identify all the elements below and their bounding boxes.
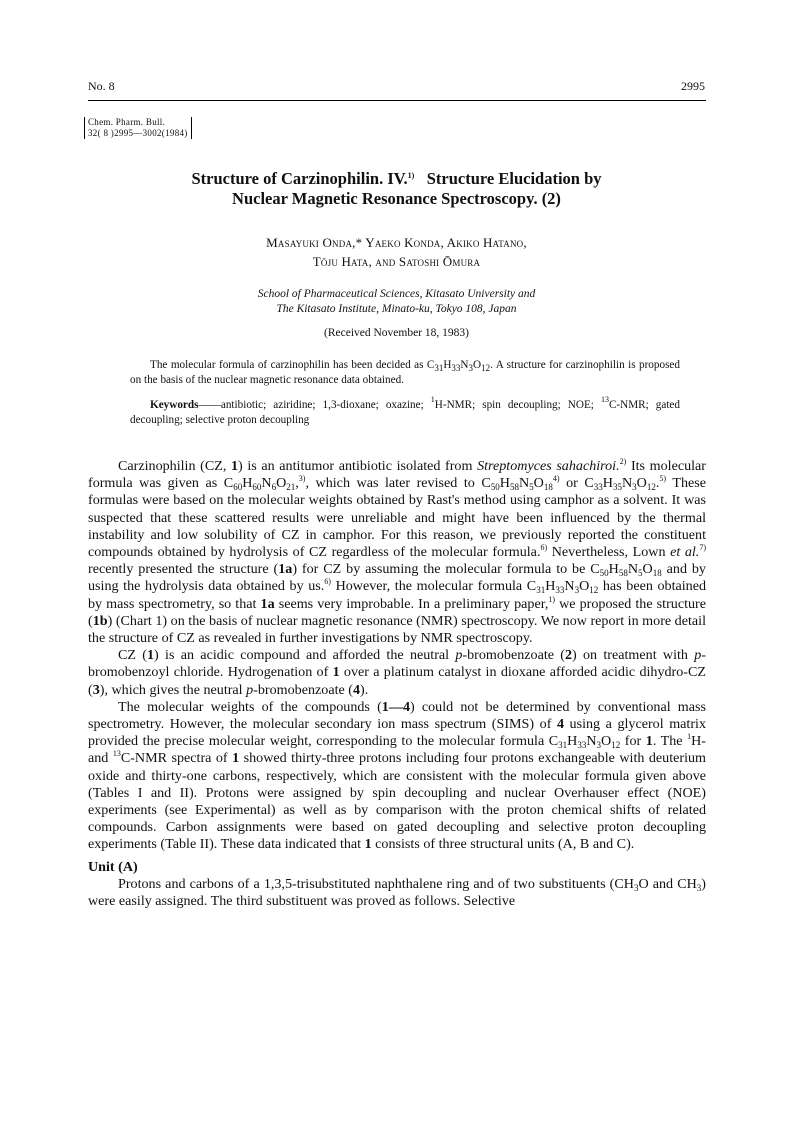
page-number: 2995 bbox=[681, 79, 705, 93]
paragraph-introduction: Carzinophilin (CZ, 1) is an antitumor antibiotic isolated from Streptomyces sahachiroi.$^{2)}$ Its molecular formula was given as $C_{60}H_{60}N_6O_{21},^{3)}$, which was later revised to $C_{50}H_{58}N_5O_{18}^{4)}$ or $C_{33}H_{35}N_3O_{12}.^{5)}$ These formulas were based on the molecular weights obtained by Rast's method using camphor as a solvent. It was suspected that these scattered results were unreliable and might have been influenced by the thermal instability and low solubility of CZ in camphor. For this reason, we previously reported the constituent compounds obtained by hydrolysis of CZ regardless of the molecular formula.$^{6)}$ Nevertheless, Lown et al.$^{7)}$ recently presented the structure (1a) for CZ by assuming the molecular formula to be $C_{50}H_{58}N_5O_{18}$ and by using the hydrolysis data obtained by us.$^{6)}$ However, the molecular formula $C_{31}H_{33}N_3O_{12}$ has been obtained by mass spectrometry, so that 1a seems very improbable. In a preliminary paper,$^{1)}$ we proposed the structure (1b) (Chart 1) on the basis of nuclear magnetic resonance (NMR) spectroscopy. We now report in more detail the structure of CZ as revealed in further investigations by NMR spectroscopy. bbox=[88, 457, 707, 647]
citation-journal: Chem. Pharm. Bull. bbox=[88, 117, 166, 127]
paragraph-derivatives: CZ (1) is an acidic compound and afforded the neutral p-bromobenzoate (2) on treatment with p-bromobenzoyl chloride. Hydrogenation of 1 over a platinum catalyst in dioxane afforded acidic dihydro-CZ (3), which gives the neutral p-bromobenzoate (4). bbox=[88, 647, 706, 698]
keywords: Keywords——antibiotic; aziridine; 1,3-dioxane; oxazine; $^1$H-NMR; spin decoupling; NOE; $^{13}$C-NMR; gated decoupling; selective proton decoupling bbox=[130, 395, 680, 426]
paragraph-unit-a: Protons and carbons of a 1,3,5-trisubstituted naphthalene ring and of two substituents ($CH_3O$ and $CH_3$) were easily assigned. The third substituent was proved as follows. Selective bbox=[88, 875, 706, 910]
article-body bbox=[88, 458, 706, 910]
abstract: The molecular formula of carzinophilin has been decided as $C_{31}H_{33}N_3O_{12}$. A structure for carzinophilin is proposed on the basis of the nuclear magnetic resonance data obtained. bbox=[130, 359, 680, 386]
received-date: (Received November 18, 1983) bbox=[324, 327, 469, 339]
header-rule bbox=[88, 100, 706, 101]
section-heading-unit-a: Unit (A) bbox=[88, 858, 138, 875]
affiliation: School of Pharmaceutical Sciences, Kitasato University and The Kitasato Institute, Minato-ku, Tokyo 108, Japan bbox=[257, 288, 536, 315]
paragraph-molecular-weight: The molecular weights of the compounds (1—4) could not be determined by conventional mass spectrometry. However, the molecular secondary ion mass spectrum (SIMS) of 4 using a glycerol matrix provided the precise molecular weight, corresponding to the molecular formula $C_{31}H_{33}N_3O_{12}$ for 1. The $^1$H- and $^{13}$C-NMR spectra of 1 showed thirty-three protons including four protons exchangeable with deuterium oxide and thirty-one carbons, respectively, which are consistent with the molecular formula given above (Tables I and II). Protons were assigned by spin decoupling and nuclear Overhauser effect (NOE) experiments (see Experimental) as well as by comparison with the proton chemical shifts of related compounds. Carbon assignments were based on gated decoupling and selective proton decoupling experiments (Table II). These data indicated that 1 consists of three structural units (A, B and C). bbox=[88, 698, 707, 853]
author-list: Masayuki Onda,* Yaeko Konda, Akiko Hatano, Tōju Hata, and Satoshi Ōmura bbox=[266, 235, 527, 269]
journal-citation bbox=[84, 117, 192, 139]
article-title: Structure of Carzinophilin. IV.$^{1)}$ Structure Elucidation by Nuclear Magnetic Resonance Spectroscopy. (2) bbox=[191, 169, 602, 208]
running-header-issue: No. 8 bbox=[88, 79, 115, 93]
citation-volume: 32( 8 )2995—3002(1984) bbox=[88, 128, 188, 138]
